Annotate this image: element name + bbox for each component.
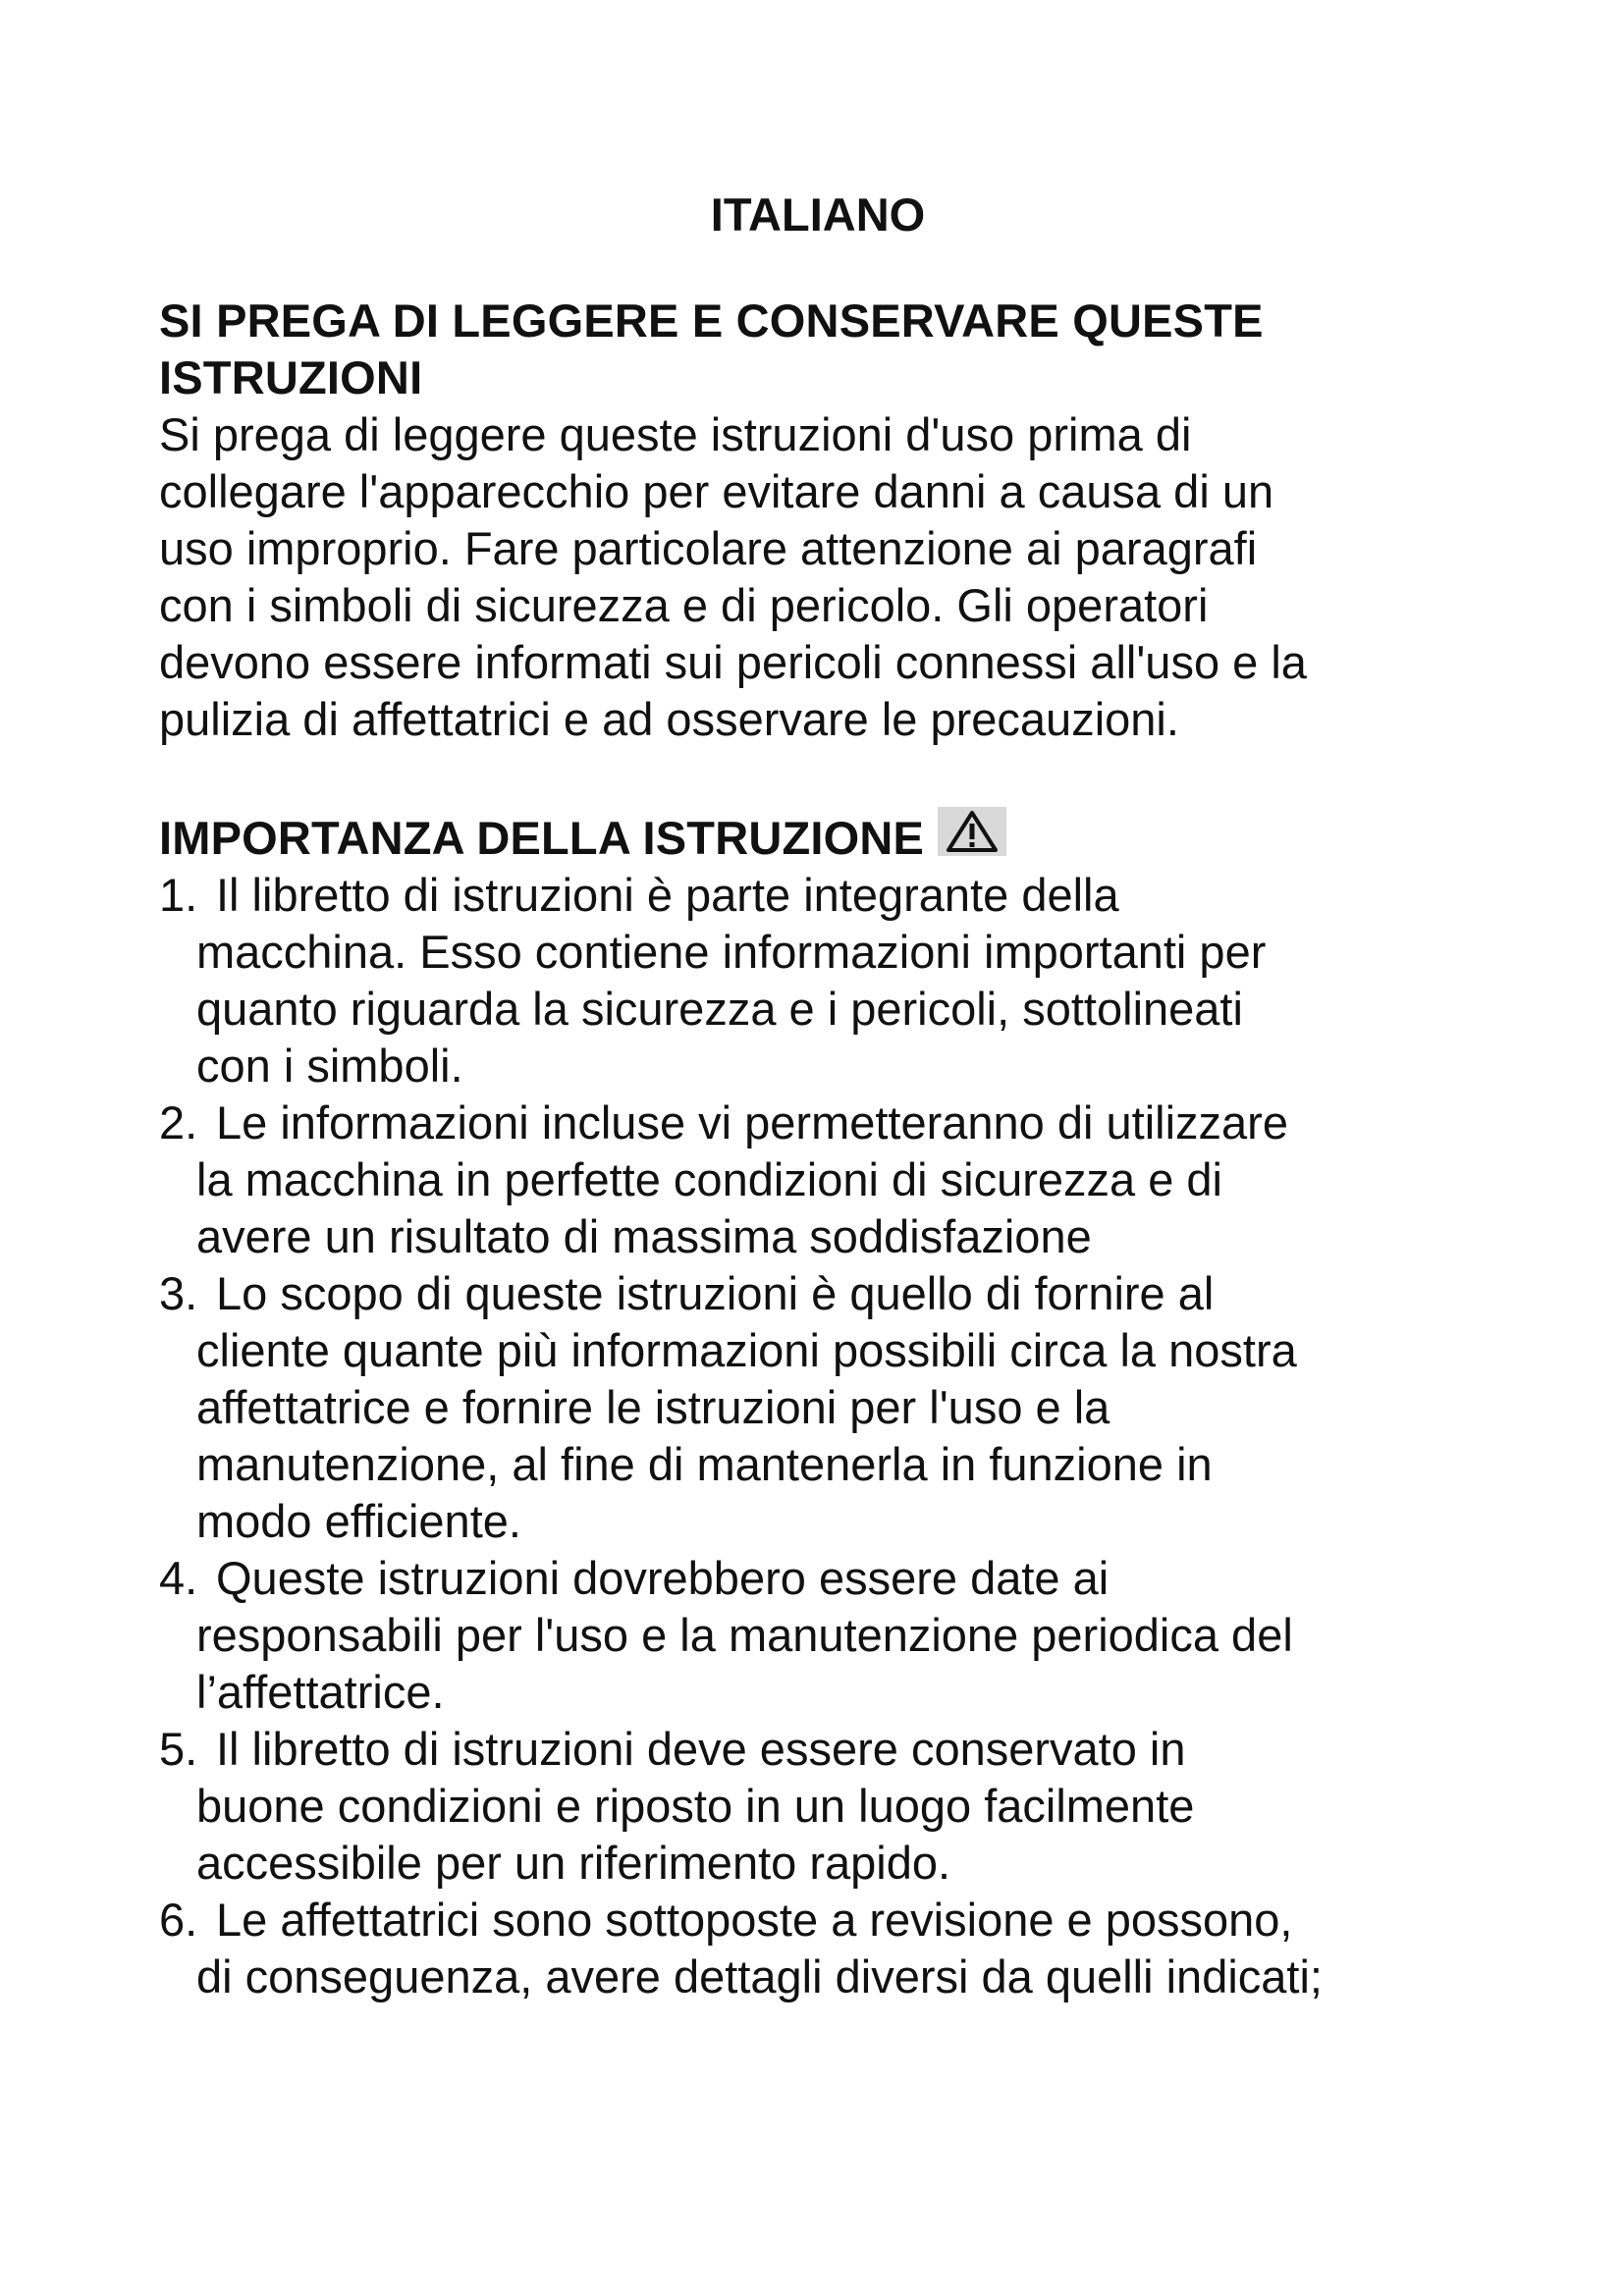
paragraph-line: con i simboli di sicurezza e di pericolo. Gli operatori — [159, 579, 1209, 631]
item-line: buone condizioni e riposto in un luogo facilmente — [196, 1780, 1195, 1832]
item-line: di conseguenza, avere dettagli diversi da quelli indicati; — [196, 1950, 1323, 2002]
item-line: affettatrice e fornire le istruzioni per l'uso e la — [196, 1381, 1110, 1433]
paragraph-line: collegare l'apparecchio per evitare danni a causa di un — [159, 465, 1274, 517]
item-line: Queste istruzioni dovrebbero essere date ai — [216, 1552, 1110, 1604]
item-number: 3. — [159, 1267, 198, 1319]
item-line: cliente quante più informazioni possibili circa la nostra — [196, 1324, 1297, 1376]
instruction-list — [159, 867, 1475, 2005]
item-line: responsabili per l'uso e la manutenzione periodica del — [196, 1609, 1293, 1661]
title-line: SI PREGA DI LEGGERE E CONSERVARE QUESTE — [159, 294, 1264, 347]
item-number: 1. — [159, 869, 198, 921]
paragraph-line: Si prega di leggere queste istruzioni d'uso prima di — [159, 408, 1192, 460]
section-importance-title — [159, 807, 1475, 867]
item-line: Il libretto di istruzioni deve essere conservato in — [216, 1723, 1186, 1775]
intro-paragraph — [159, 406, 1475, 748]
item-number: 2. — [159, 1096, 198, 1148]
paragraph-line: devono essere informati sui pericoli connessi all'uso e la — [159, 636, 1307, 688]
item-line: modo efficiente. — [196, 1495, 521, 1547]
section-spacer — [159, 748, 1475, 807]
item-line: con i simboli. — [196, 1040, 463, 1092]
list-item — [159, 1265, 1475, 1550]
section-title-text: IMPORTANZA DELLA ISTRUZIONE — [159, 812, 925, 864]
item-line: l’affettatrice. — [196, 1666, 445, 1718]
item-number: 4. — [159, 1552, 198, 1604]
list-item — [159, 1721, 1475, 1892]
item-number: 6. — [159, 1894, 198, 1946]
paragraph-line: pulizia di affettatrici e ad osservare le precauzioni. — [159, 693, 1179, 745]
item-number: 5. — [159, 1723, 198, 1775]
warning-triangle-icon — [938, 807, 1006, 856]
item-line: Lo scopo di queste istruzioni è quello di fornire al — [216, 1267, 1215, 1319]
section-read-instructions-title — [159, 293, 1475, 406]
item-line: Le affettatrici sono sottoposte a revisione e possono, — [216, 1894, 1293, 1946]
item-line: accessibile per un riferimento rapido. — [196, 1837, 951, 1889]
document-page — [159, 187, 1475, 2005]
list-item — [159, 1095, 1475, 1265]
item-line: macchina. Esso contiene informazioni importanti per — [196, 926, 1267, 978]
item-line: manutenzione, al fine di mantenerla in funzione in — [196, 1438, 1213, 1490]
item-line: la macchina in perfette condizioni di sicurezza e di — [196, 1153, 1222, 1205]
title-line: ISTRUZIONI — [159, 351, 423, 403]
item-line: avere un risultato di massima soddisfazione — [196, 1210, 1092, 1262]
list-item — [159, 867, 1475, 1095]
item-line: quanto riguarda la sicurezza e i pericoli, sottolineati — [196, 983, 1243, 1035]
language-heading: ITALIANO — [710, 188, 926, 240]
item-line: Le informazioni incluse vi permetteranno di utilizzare — [216, 1096, 1288, 1148]
list-item — [159, 1892, 1475, 2005]
paragraph-line: uso improprio. Fare particolare attenzione ai paragrafi — [159, 522, 1258, 574]
list-item — [159, 1550, 1475, 1721]
item-line: Il libretto di istruzioni è parte integrante della — [216, 869, 1119, 921]
